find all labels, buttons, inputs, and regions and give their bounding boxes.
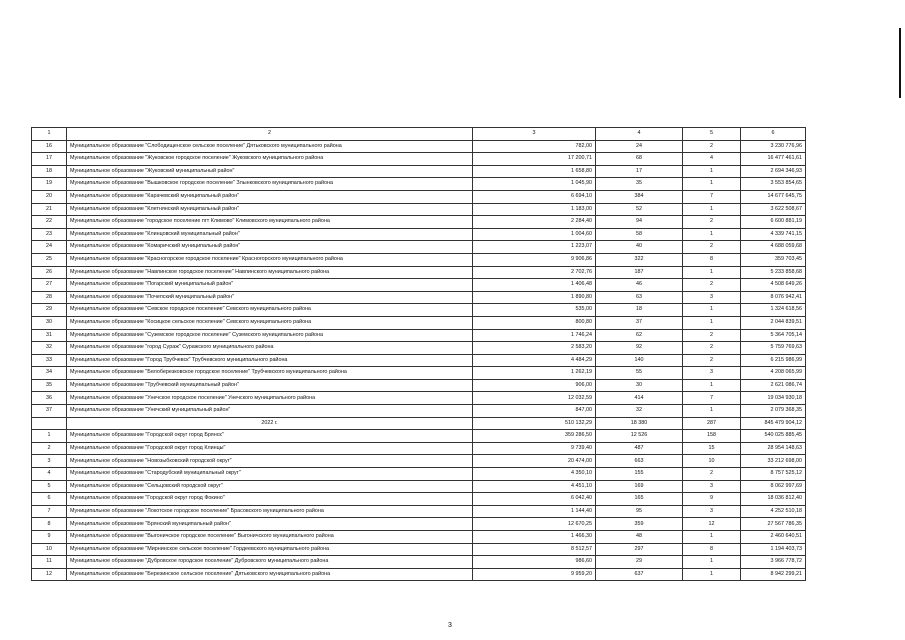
- table-cell: 782,00: [473, 140, 596, 153]
- table-cell: 52: [596, 203, 683, 216]
- table-cell: 1: [683, 556, 741, 569]
- table-cell: 169: [596, 480, 683, 493]
- table-cell: 637: [596, 568, 683, 581]
- table-cell: Муниципальное образование "Брянский муниципальный район": [67, 518, 473, 531]
- table-cell: Муниципальное образование "Трубчевский муниципальный район": [67, 379, 473, 392]
- table-cell: 22: [32, 216, 67, 229]
- table-cell: 30: [32, 316, 67, 329]
- table-row: [32, 556, 806, 569]
- table-cell: 986,60: [473, 556, 596, 569]
- table-cell: 1 890,80: [473, 291, 596, 304]
- table-cell: 8: [683, 543, 741, 556]
- table-cell: 1 746,24: [473, 329, 596, 342]
- table-cell: 2 284,40: [473, 216, 596, 229]
- table-cell: Муниципальное образование "Жуковское городское поселение" Жуковского муниципального района: [67, 153, 473, 166]
- table-row: [32, 568, 806, 581]
- table-cell: 29: [596, 556, 683, 569]
- header-cell: 3: [473, 128, 596, 141]
- table-cell: 847,00: [473, 405, 596, 418]
- table-cell: 1 466,30: [473, 531, 596, 544]
- table-cell: 23: [32, 228, 67, 241]
- table-cell: 359 703,45: [741, 253, 806, 266]
- table-cell: 48: [596, 531, 683, 544]
- table-cell: 21: [32, 203, 67, 216]
- table-cell: 1: [683, 178, 741, 191]
- table-cell: 187: [596, 266, 683, 279]
- table-cell: 5: [32, 480, 67, 493]
- table-cell: Муниципальное образование "Карачевский муниципальный район": [67, 190, 473, 203]
- table-cell: 1 223,07: [473, 241, 596, 254]
- table-cell: 3: [32, 455, 67, 468]
- table-cell: 1 324 618,56: [741, 304, 806, 317]
- table-cell: Муниципальное образование "Городской округ город Фокино": [67, 493, 473, 506]
- table-row: [32, 442, 806, 455]
- table-cell: 11: [32, 556, 67, 569]
- table-cell: 33 212 698,00: [741, 455, 806, 468]
- table-cell: 4 350,10: [473, 468, 596, 481]
- table-cell: 68: [596, 153, 683, 166]
- table-cell: 158: [683, 430, 741, 443]
- table-cell: 30: [596, 379, 683, 392]
- year-label-cell: 2022 г.: [67, 417, 473, 430]
- table-cell: 1 658,80: [473, 165, 596, 178]
- table-cell: 7: [683, 190, 741, 203]
- table-cell: 7: [32, 505, 67, 518]
- table-cell: 1: [683, 203, 741, 216]
- table-cell: 1: [683, 266, 741, 279]
- table-cell: 2: [683, 468, 741, 481]
- table-row: [32, 241, 806, 254]
- header-cell: 4: [596, 128, 683, 141]
- table-cell: 46: [596, 279, 683, 292]
- table-cell: 4 339 741,15: [741, 228, 806, 241]
- table-cell: 27 567 786,35: [741, 518, 806, 531]
- table-cell: 2: [683, 216, 741, 229]
- table-cell: 140: [596, 354, 683, 367]
- table-row: [32, 342, 806, 355]
- table-cell: 2 583,20: [473, 342, 596, 355]
- table-cell: 18 036 812,40: [741, 493, 806, 506]
- table-cell: Муниципальное образование "Белоберезковское городское поселение" Трубчевского муниципального района: [67, 367, 473, 380]
- table-cell: Муниципальное образование "Клетнянский муниципальный район": [67, 203, 473, 216]
- table-cell: Муниципальное образование "Погарский муниципальный район": [67, 279, 473, 292]
- table-row: [32, 291, 806, 304]
- empty-cell: [32, 417, 67, 430]
- table-cell: Муниципальное образование "Суземское городское поселение" Суземского муниципального района: [67, 329, 473, 342]
- table-cell: 2 044 839,51: [741, 316, 806, 329]
- table-cell: 9: [32, 531, 67, 544]
- table-cell: 10: [32, 543, 67, 556]
- table-cell: 9 906,86: [473, 253, 596, 266]
- table-cell: 95: [596, 505, 683, 518]
- table-row: [32, 190, 806, 203]
- table-cell: 663: [596, 455, 683, 468]
- year-amount-cell: 845 479 904,12: [741, 417, 806, 430]
- table-cell: Муниципальное образование "Стародубский муниципальный округ": [67, 468, 473, 481]
- table-cell: 2: [683, 241, 741, 254]
- table-row: [32, 505, 806, 518]
- table-cell: Муниципальное образование "Косицкое сельское поселение" Севского муниципального района: [67, 316, 473, 329]
- table-cell: 33: [32, 354, 67, 367]
- table-cell: 20 474,00: [473, 455, 596, 468]
- table-cell: 34: [32, 367, 67, 380]
- table-row: [32, 153, 806, 166]
- table-cell: 94: [596, 216, 683, 229]
- table-cell: Муниципальное образование "Локотское городское поселение" Брасовского муниципального района: [67, 505, 473, 518]
- table-cell: 4 508 649,26: [741, 279, 806, 292]
- table-row: [32, 354, 806, 367]
- table-cell: 4: [683, 153, 741, 166]
- table-cell: 3 966 778,72: [741, 556, 806, 569]
- table-cell: 5 233 858,68: [741, 266, 806, 279]
- table-row: [32, 367, 806, 380]
- table-cell: Муниципальное образование "городское поселение пгт Климово" Климовского муниципального района: [67, 216, 473, 229]
- table-cell: 3 553 854,65: [741, 178, 806, 191]
- table-cell: 1 183,00: [473, 203, 596, 216]
- table-cell: 12 032,59: [473, 392, 596, 405]
- table-cell: 36: [32, 392, 67, 405]
- table-row: [32, 455, 806, 468]
- table-cell: 31: [32, 329, 67, 342]
- table-cell: 384: [596, 190, 683, 203]
- table-cell: 32: [32, 342, 67, 355]
- table-cell: 2 621 086,74: [741, 379, 806, 392]
- table-cell: 8 062 997,69: [741, 480, 806, 493]
- table-cell: 3: [683, 505, 741, 518]
- year-people-cell: 18 380: [596, 417, 683, 430]
- table-cell: 8 512,57: [473, 543, 596, 556]
- table-cell: 19: [32, 178, 67, 191]
- table-cell: 535,00: [473, 304, 596, 317]
- table-cell: 2: [683, 329, 741, 342]
- table-cell: 1 262,19: [473, 367, 596, 380]
- table-cell: 14 677 645,75: [741, 190, 806, 203]
- table-row: [32, 329, 806, 342]
- table-cell: 2: [683, 279, 741, 292]
- table-cell: 9 739,40: [473, 442, 596, 455]
- table-cell: 8 757 525,12: [741, 468, 806, 481]
- table-cell: Муниципальное образование "Дубровское городское поселение" Дубровского муниципального района: [67, 556, 473, 569]
- table-row: [32, 178, 806, 191]
- table-cell: 4 484,29: [473, 354, 596, 367]
- table-cell: 4 252 510,18: [741, 505, 806, 518]
- table-cell: 20: [32, 190, 67, 203]
- table-cell: 19 034 930,18: [741, 392, 806, 405]
- table-row: [32, 140, 806, 153]
- header-cell: 1: [32, 128, 67, 141]
- table-cell: 3: [683, 291, 741, 304]
- table-cell: 12 670,25: [473, 518, 596, 531]
- table-cell: 12: [683, 518, 741, 531]
- table-cell: 28: [32, 291, 67, 304]
- table-cell: 8: [32, 518, 67, 531]
- table-cell: 6: [32, 493, 67, 506]
- table-cell: 37: [32, 405, 67, 418]
- table-cell: 1 045,90: [473, 178, 596, 191]
- table-row: [32, 518, 806, 531]
- table-row: [32, 430, 806, 443]
- table-cell: Муниципальное образование "Комаричский муниципальный район": [67, 241, 473, 254]
- table-cell: 2: [683, 140, 741, 153]
- table-cell: 6 600 881,19: [741, 216, 806, 229]
- table-cell: 4 688 059,68: [741, 241, 806, 254]
- table-cell: 6 694,10: [473, 190, 596, 203]
- table-cell: 9: [683, 493, 741, 506]
- header-row: [32, 128, 806, 141]
- table-cell: 1: [683, 228, 741, 241]
- table-cell: Муниципальное образование "Навлинское городское поселение" Навлинского муниципального района: [67, 266, 473, 279]
- table-cell: 35: [32, 379, 67, 392]
- table-cell: 17: [596, 165, 683, 178]
- table-cell: 12: [32, 568, 67, 581]
- table-cell: 62: [596, 329, 683, 342]
- table-cell: 25: [32, 253, 67, 266]
- table-cell: 1: [32, 430, 67, 443]
- table-cell: Муниципальное образование "Сельцовский городской округ": [67, 480, 473, 493]
- table-cell: 7: [683, 392, 741, 405]
- table-cell: Муниципальное образование "Городской округ город Клинцы": [67, 442, 473, 455]
- table-row: [32, 266, 806, 279]
- table-cell: 3 230 776,96: [741, 140, 806, 153]
- table-cell: 17 200,71: [473, 153, 596, 166]
- table-cell: 1: [683, 531, 741, 544]
- table-cell: 58: [596, 228, 683, 241]
- table-cell: Муниципальное образование "Клинцовский муниципальный район": [67, 228, 473, 241]
- page-edge-line: [899, 28, 901, 98]
- table-cell: 10: [683, 455, 741, 468]
- year-summary-row: [32, 417, 806, 430]
- table-cell: 24: [32, 241, 67, 254]
- table-cell: 359 286,50: [473, 430, 596, 443]
- table-cell: Муниципальное образование "Жуковский муниципальный район": [67, 165, 473, 178]
- table-cell: 2 460 640,51: [741, 531, 806, 544]
- table-row: [32, 216, 806, 229]
- table-row: [32, 304, 806, 317]
- table-cell: Муниципальное образование "Севское городское поселение" Севского муниципального района: [67, 304, 473, 317]
- year-houses-cell: 287: [683, 417, 741, 430]
- table-cell: 63: [596, 291, 683, 304]
- data-table: [31, 127, 806, 581]
- table-cell: 1: [683, 304, 741, 317]
- table-cell: 35: [596, 178, 683, 191]
- table-cell: 359: [596, 518, 683, 531]
- table-cell: 27: [32, 279, 67, 292]
- table-cell: 5 364 705,14: [741, 329, 806, 342]
- table-cell: 4 208 065,99: [741, 367, 806, 380]
- table-cell: Муниципальное образование "Новозыбковский городской округ": [67, 455, 473, 468]
- table-cell: 165: [596, 493, 683, 506]
- header-cell: 6: [741, 128, 806, 141]
- table-row: [32, 543, 806, 556]
- table-row: [32, 203, 806, 216]
- year-area-cell: 510 132,29: [473, 417, 596, 430]
- table-cell: 4 451,10: [473, 480, 596, 493]
- table-cell: 18: [596, 304, 683, 317]
- table-cell: 155: [596, 468, 683, 481]
- table-cell: 2: [32, 442, 67, 455]
- table-cell: 40: [596, 241, 683, 254]
- table-cell: Муниципальное образование "Березинское сельское поселение" Дятьковского муниципального района: [67, 568, 473, 581]
- page-number: 3: [448, 622, 452, 629]
- table-row: [32, 165, 806, 178]
- table-cell: 1 004,60: [473, 228, 596, 241]
- table-row: [32, 379, 806, 392]
- table-cell: 3: [683, 480, 741, 493]
- table-cell: 1: [683, 405, 741, 418]
- table-cell: 16: [32, 140, 67, 153]
- table-cell: 1: [683, 316, 741, 329]
- table-cell: Муниципальное образование "Город Трубчевск" Трубчевского муниципального района: [67, 354, 473, 367]
- table-cell: 15: [683, 442, 741, 455]
- table-cell: 2: [683, 354, 741, 367]
- table-cell: 6 042,40: [473, 493, 596, 506]
- table-row: [32, 392, 806, 405]
- table-cell: 6 215 986,99: [741, 354, 806, 367]
- table-cell: 55: [596, 367, 683, 380]
- table-cell: 1: [683, 379, 741, 392]
- table-cell: Муниципальное образование "Мирнинское сельское поселение" Гордеевского муниципального района: [67, 543, 473, 556]
- header-cell: 5: [683, 128, 741, 141]
- table-cell: 2 079 368,35: [741, 405, 806, 418]
- table-cell: 540 025 885,45: [741, 430, 806, 443]
- table-cell: 28 954 148,63: [741, 442, 806, 455]
- table-cell: 29: [32, 304, 67, 317]
- table-cell: Муниципальное образование "Унечский муниципальный район": [67, 405, 473, 418]
- table-row: [32, 493, 806, 506]
- table-cell: 297: [596, 543, 683, 556]
- table-row: [32, 480, 806, 493]
- table-cell: 8: [683, 253, 741, 266]
- table-row: [32, 228, 806, 241]
- table-cell: 1: [683, 568, 741, 581]
- table-row: [32, 531, 806, 544]
- table-cell: 8 076 942,41: [741, 291, 806, 304]
- table-cell: 92: [596, 342, 683, 355]
- table-cell: 2: [683, 342, 741, 355]
- table-cell: 906,00: [473, 379, 596, 392]
- table-cell: Муниципальное образование "Унечское городское поселение" Унечского муниципального района: [67, 392, 473, 405]
- table-cell: 12 526: [596, 430, 683, 443]
- table-cell: 4: [32, 468, 67, 481]
- table-row: [32, 316, 806, 329]
- table-cell: 26: [32, 266, 67, 279]
- table-cell: 8 942 299,21: [741, 568, 806, 581]
- table-row: [32, 405, 806, 418]
- table-cell: 24: [596, 140, 683, 153]
- table-row: [32, 468, 806, 481]
- table-cell: 17: [32, 153, 67, 166]
- table-cell: 800,80: [473, 316, 596, 329]
- table-cell: 9 959,20: [473, 568, 596, 581]
- table-cell: 3 622 508,67: [741, 203, 806, 216]
- table-cell: Муниципальное образование "Почепский муниципальный район": [67, 291, 473, 304]
- table-cell: 1 144,40: [473, 505, 596, 518]
- table-cell: Муниципальное образование "Слободищенское сельское поселение" Дятьковского муниципального района: [67, 140, 473, 153]
- table-row: [32, 279, 806, 292]
- header-cell: 2: [67, 128, 473, 141]
- table-cell: 1 194 403,73: [741, 543, 806, 556]
- table-cell: 322: [596, 253, 683, 266]
- table-cell: 18: [32, 165, 67, 178]
- table-cell: Муниципальное образование "Вышковское городское поселение" Злынковского муниципального района: [67, 178, 473, 191]
- table-cell: 487: [596, 442, 683, 455]
- table-cell: 16 477 461,61: [741, 153, 806, 166]
- table-cell: 32: [596, 405, 683, 418]
- table-cell: Муниципальное образование "Выгоничское городское поселение" Выгоничского муниципального района: [67, 531, 473, 544]
- table-cell: 37: [596, 316, 683, 329]
- table-cell: Муниципальное образование "город Сураж" Суражского муниципального района: [67, 342, 473, 355]
- table-cell: 2 694 346,93: [741, 165, 806, 178]
- table-cell: 5 759 769,63: [741, 342, 806, 355]
- table-cell: 3: [683, 367, 741, 380]
- table-cell: 1: [683, 165, 741, 178]
- table-cell: 1 406,48: [473, 279, 596, 292]
- table-row: [32, 253, 806, 266]
- table-cell: Муниципальное образование "Красногорское городское поселение" Красногорского муниципального района: [67, 253, 473, 266]
- table-cell: 2 702,76: [473, 266, 596, 279]
- table-cell: Муниципальное образование "Городской округ город Брянск": [67, 430, 473, 443]
- table-cell: 414: [596, 392, 683, 405]
